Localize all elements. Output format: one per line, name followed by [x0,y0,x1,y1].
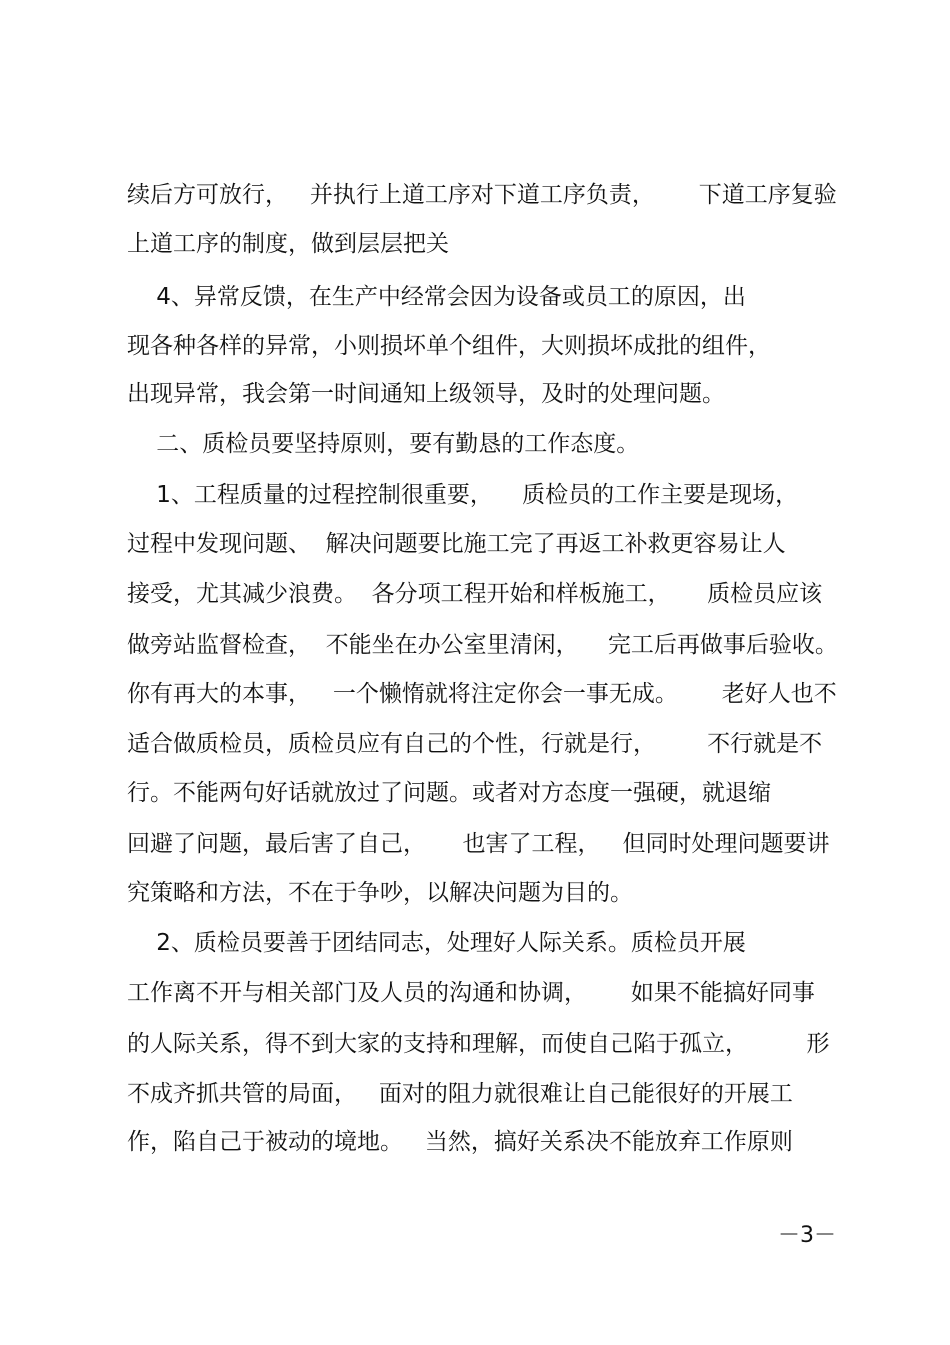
text-line: 工作离不开与相关部门及人员的沟通和协调， 如果不能搞好同事 [127,980,815,1006]
text-line: 作，陷自己于被动的境地。 当然，搞好关系决不能放弃工作原则 [127,1129,793,1155]
text-line: 行。不能两句好话就放过了问题。或者对方态度一强硬，就退缩 [127,780,771,806]
text-line: 上道工序的制度，做到层层把关 [127,231,449,257]
text-line: 出现异常，我会第一时间通知上级领导，及时的处理问题。 [127,381,725,407]
text-line: 回避了问题，最后害了自己， 也害了工程， 但同时处理问题要讲 [127,831,830,857]
text-line: 接受，尤其减少浪费。 各分项工程开始和样板施工， 质检员应该 [127,581,823,607]
text-line: 现各种各样的异常，小则损坏单个组件，大则损坏成批的组件， [127,333,771,359]
text-line: 做旁站监督检查， 不能坐在办公室里清闲， 完工后再做事后验收。 [127,632,838,658]
section-heading: 二、质检员要坚持原则，要有勤恳的工作态度。 [127,431,640,457]
text-line: 续后方可放行， 并执行上道工序对下道工序负责， 下道工序复验 [127,182,837,208]
text-line: 不成齐抓共管的局面， 面对的阻力就很难让自己能很好的开展工 [127,1081,793,1107]
text-line: 究策略和方法，不在于争吵，以解决问题为目的。 [127,880,633,906]
text-line: 2、质检员要善于团结同志，处理好人际关系。质检员开展 [127,930,746,956]
text-line: 1、工程质量的过程控制很重要， 质检员的工作主要是现场， [127,482,799,508]
text-line: 过程中发现问题、 解决问题要比施工完了再返工补救更容易让人 [127,531,786,557]
page-number: －3－ [778,1223,836,1248]
text-line: 适合做质检员，质检员应有自己的个性，行就是行， 不行就是不 [127,731,823,757]
text-line: 4、异常反馈，在生产中经常会因为设备或员工的原因，出 [127,284,746,310]
text-line: 的人际关系，得不到大家的支持和理解，而使自己陷于孤立， 形 [127,1031,830,1057]
text-line: 你有再大的本事， 一个懒惰就将注定你会一事无成。 老好人也不 [127,681,837,707]
